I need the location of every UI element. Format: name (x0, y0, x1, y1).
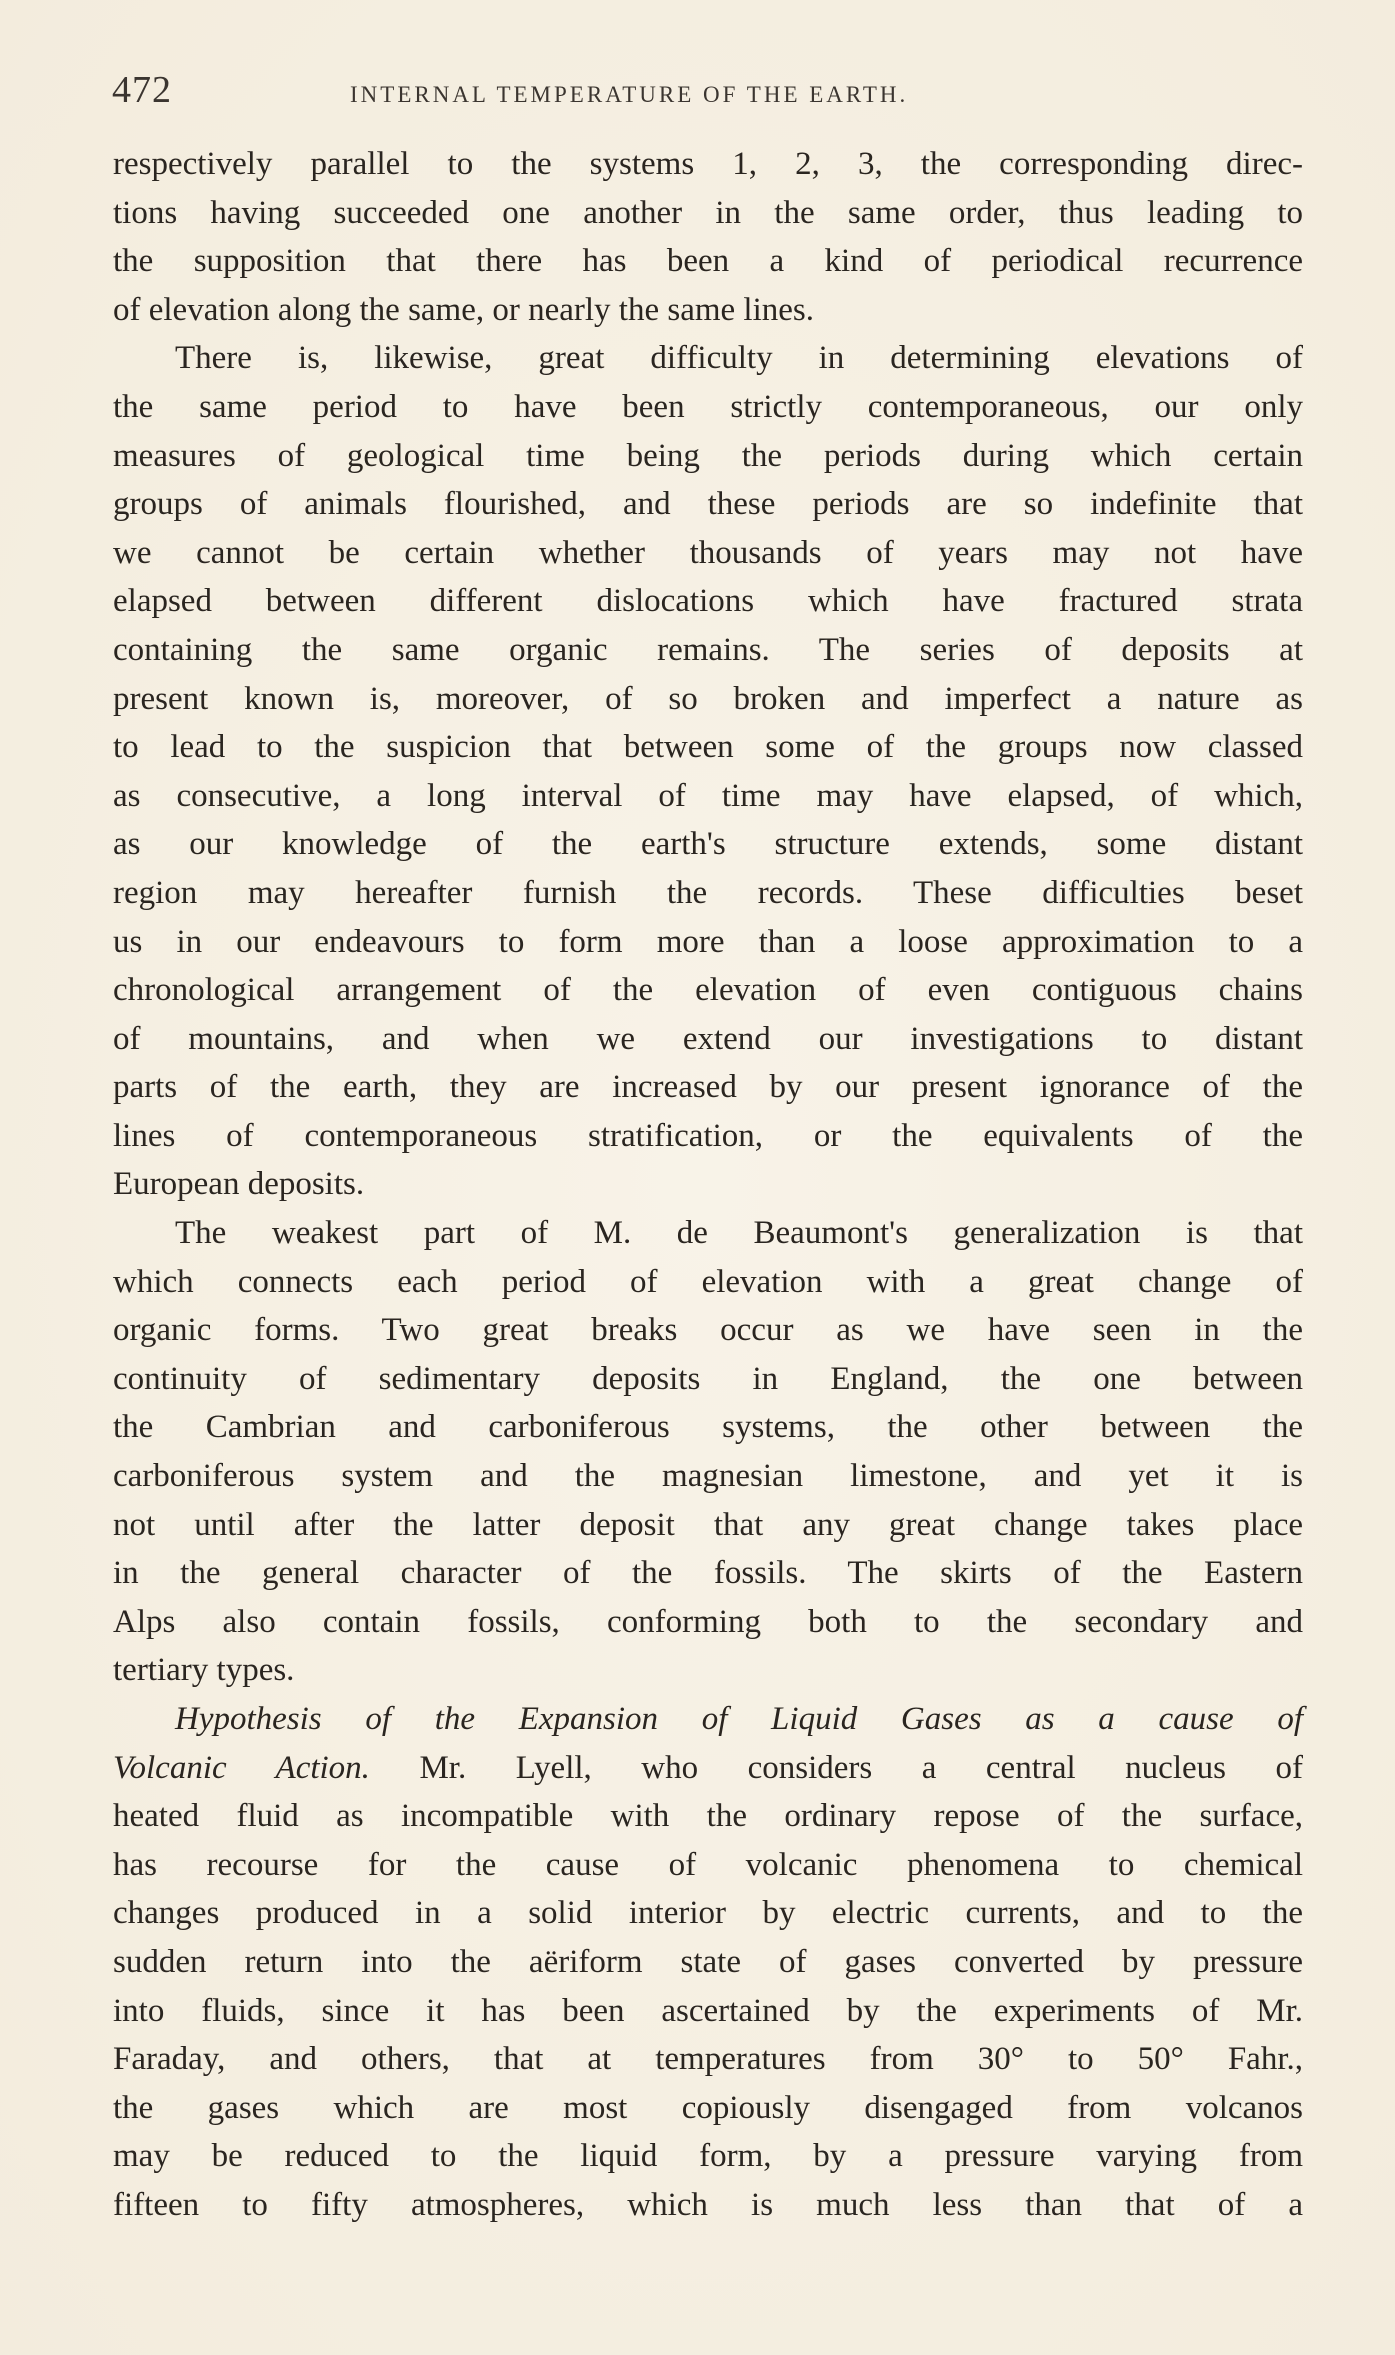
text-line: changes produced in a solid interior by electric currents, and to the (113, 1895, 1303, 1932)
text-line: may be reduced to the liquid form, by a pressure varying from (113, 2138, 1303, 2175)
running-head: INTERNAL TEMPERATURE OF THE EARTH. (350, 82, 909, 107)
text-line: lines of contemporaneous stratification, or the equivalents of the (113, 1117, 1303, 1154)
text-line: Alps also contain fossils, conforming both to the secondary and (113, 1603, 1303, 1640)
text-line: fifteen to fifty atmospheres, which is much less than that of a (113, 2186, 1303, 2223)
text-line: not until after the latter deposit that any great change takes place (113, 1506, 1303, 1543)
text-line: to lead to the suspicion that between some of the groups now classed (113, 729, 1303, 766)
text-line: organic forms. Two great breaks occur as we have seen in the (113, 1312, 1303, 1349)
text-line: heated fluid as incompatible with the ordinary repose of the surface, (113, 1798, 1303, 1835)
text-line: tertiary types. (113, 1652, 295, 1689)
text-line: present known is, moreover, of so broken and imperfect a nature as (113, 680, 1303, 717)
text-line: region may hereafter furnish the records. These difficulties beset (113, 874, 1303, 911)
text-line: groups of animals flourished, and these periods are so indefinite that (113, 486, 1303, 523)
body-text (113, 140, 1303, 2230)
text-line: parts of the earth, they are increased by our present ignorance of the (113, 1069, 1303, 1106)
text-line: of elevation along the same, or nearly the same lines. (113, 291, 815, 328)
text-line: of mountains, and when we extend our investigations to distant (113, 1020, 1303, 1057)
text-line: Faraday, and others, that at temperatures from 30° to 50° Fahr., (113, 2041, 1303, 2078)
text-line (113, 1744, 1303, 1793)
text-line: we cannot be certain whether thousands of years may not have (113, 534, 1303, 571)
text-line: the gases which are most copiously disengaged from volcanos (113, 2089, 1303, 2126)
text-line: There is, likewise, great difficulty in determining elevations of (175, 340, 1303, 377)
text-line: has recourse for the cause of volcanic phenomena to chemical (113, 1846, 1303, 1883)
text-line: as consecutive, a long interval of time may have elapsed, of which, (113, 777, 1303, 814)
text-line: European deposits. (113, 1166, 365, 1203)
text-line: us in our endeavours to form more than a loose approximation to a (113, 923, 1303, 960)
text-line: measures of geological time being the periods during which certain (113, 437, 1303, 474)
section-heading-line: Hypothesis of the Expansion of Liquid Gases as a cause of (175, 1701, 1303, 1737)
text-line: the Cambrian and carboniferous systems, the other between the (113, 1409, 1303, 1446)
text-line: tions having succeeded one another in the same order, thus leading to (113, 194, 1303, 231)
text-line: continuity of sedimentary deposits in England, the one between (113, 1360, 1303, 1397)
text-line: elapsed between different dislocations which have fractured strata (113, 583, 1303, 620)
text-line: the supposition that there has been a kind of periodical recurrence (113, 243, 1303, 280)
section-heading-end: Volcanic Action. (113, 1749, 370, 1786)
text-line: carboniferous system and the magnesian limestone, and yet it is (113, 1458, 1303, 1495)
text-line: chronological arrangement of the elevation of even contiguous chains (113, 972, 1303, 1009)
text-line: containing the same organic remains. The series of deposits at (113, 631, 1303, 668)
text-line: respectively parallel to the systems 1, 2, 3, the corresponding direc- (113, 146, 1303, 182)
text-line: as our knowledge of the earth's structure extends, some distant (113, 826, 1303, 863)
text-line: into fluids, since it has been ascertained by the experiments of Mr. (113, 1992, 1303, 2029)
text-line: in the general character of the fossils. The skirts of the Eastern (113, 1555, 1303, 1592)
text-line: sudden return into the aëriform state of gases converted by pressure (113, 1943, 1303, 1980)
page-header (112, 68, 1312, 118)
text-line: the same period to have been strictly contemporaneous, our only (113, 388, 1303, 425)
text-span: Mr. Lyell, who considers a central nucleus of (369, 1749, 1303, 1786)
text-line: The weakest part of M. de Beaumont's generalization is that (175, 1215, 1303, 1252)
page-number: 472 (112, 69, 172, 111)
text-line: which connects each period of elevation with a great change of (113, 1263, 1303, 1300)
